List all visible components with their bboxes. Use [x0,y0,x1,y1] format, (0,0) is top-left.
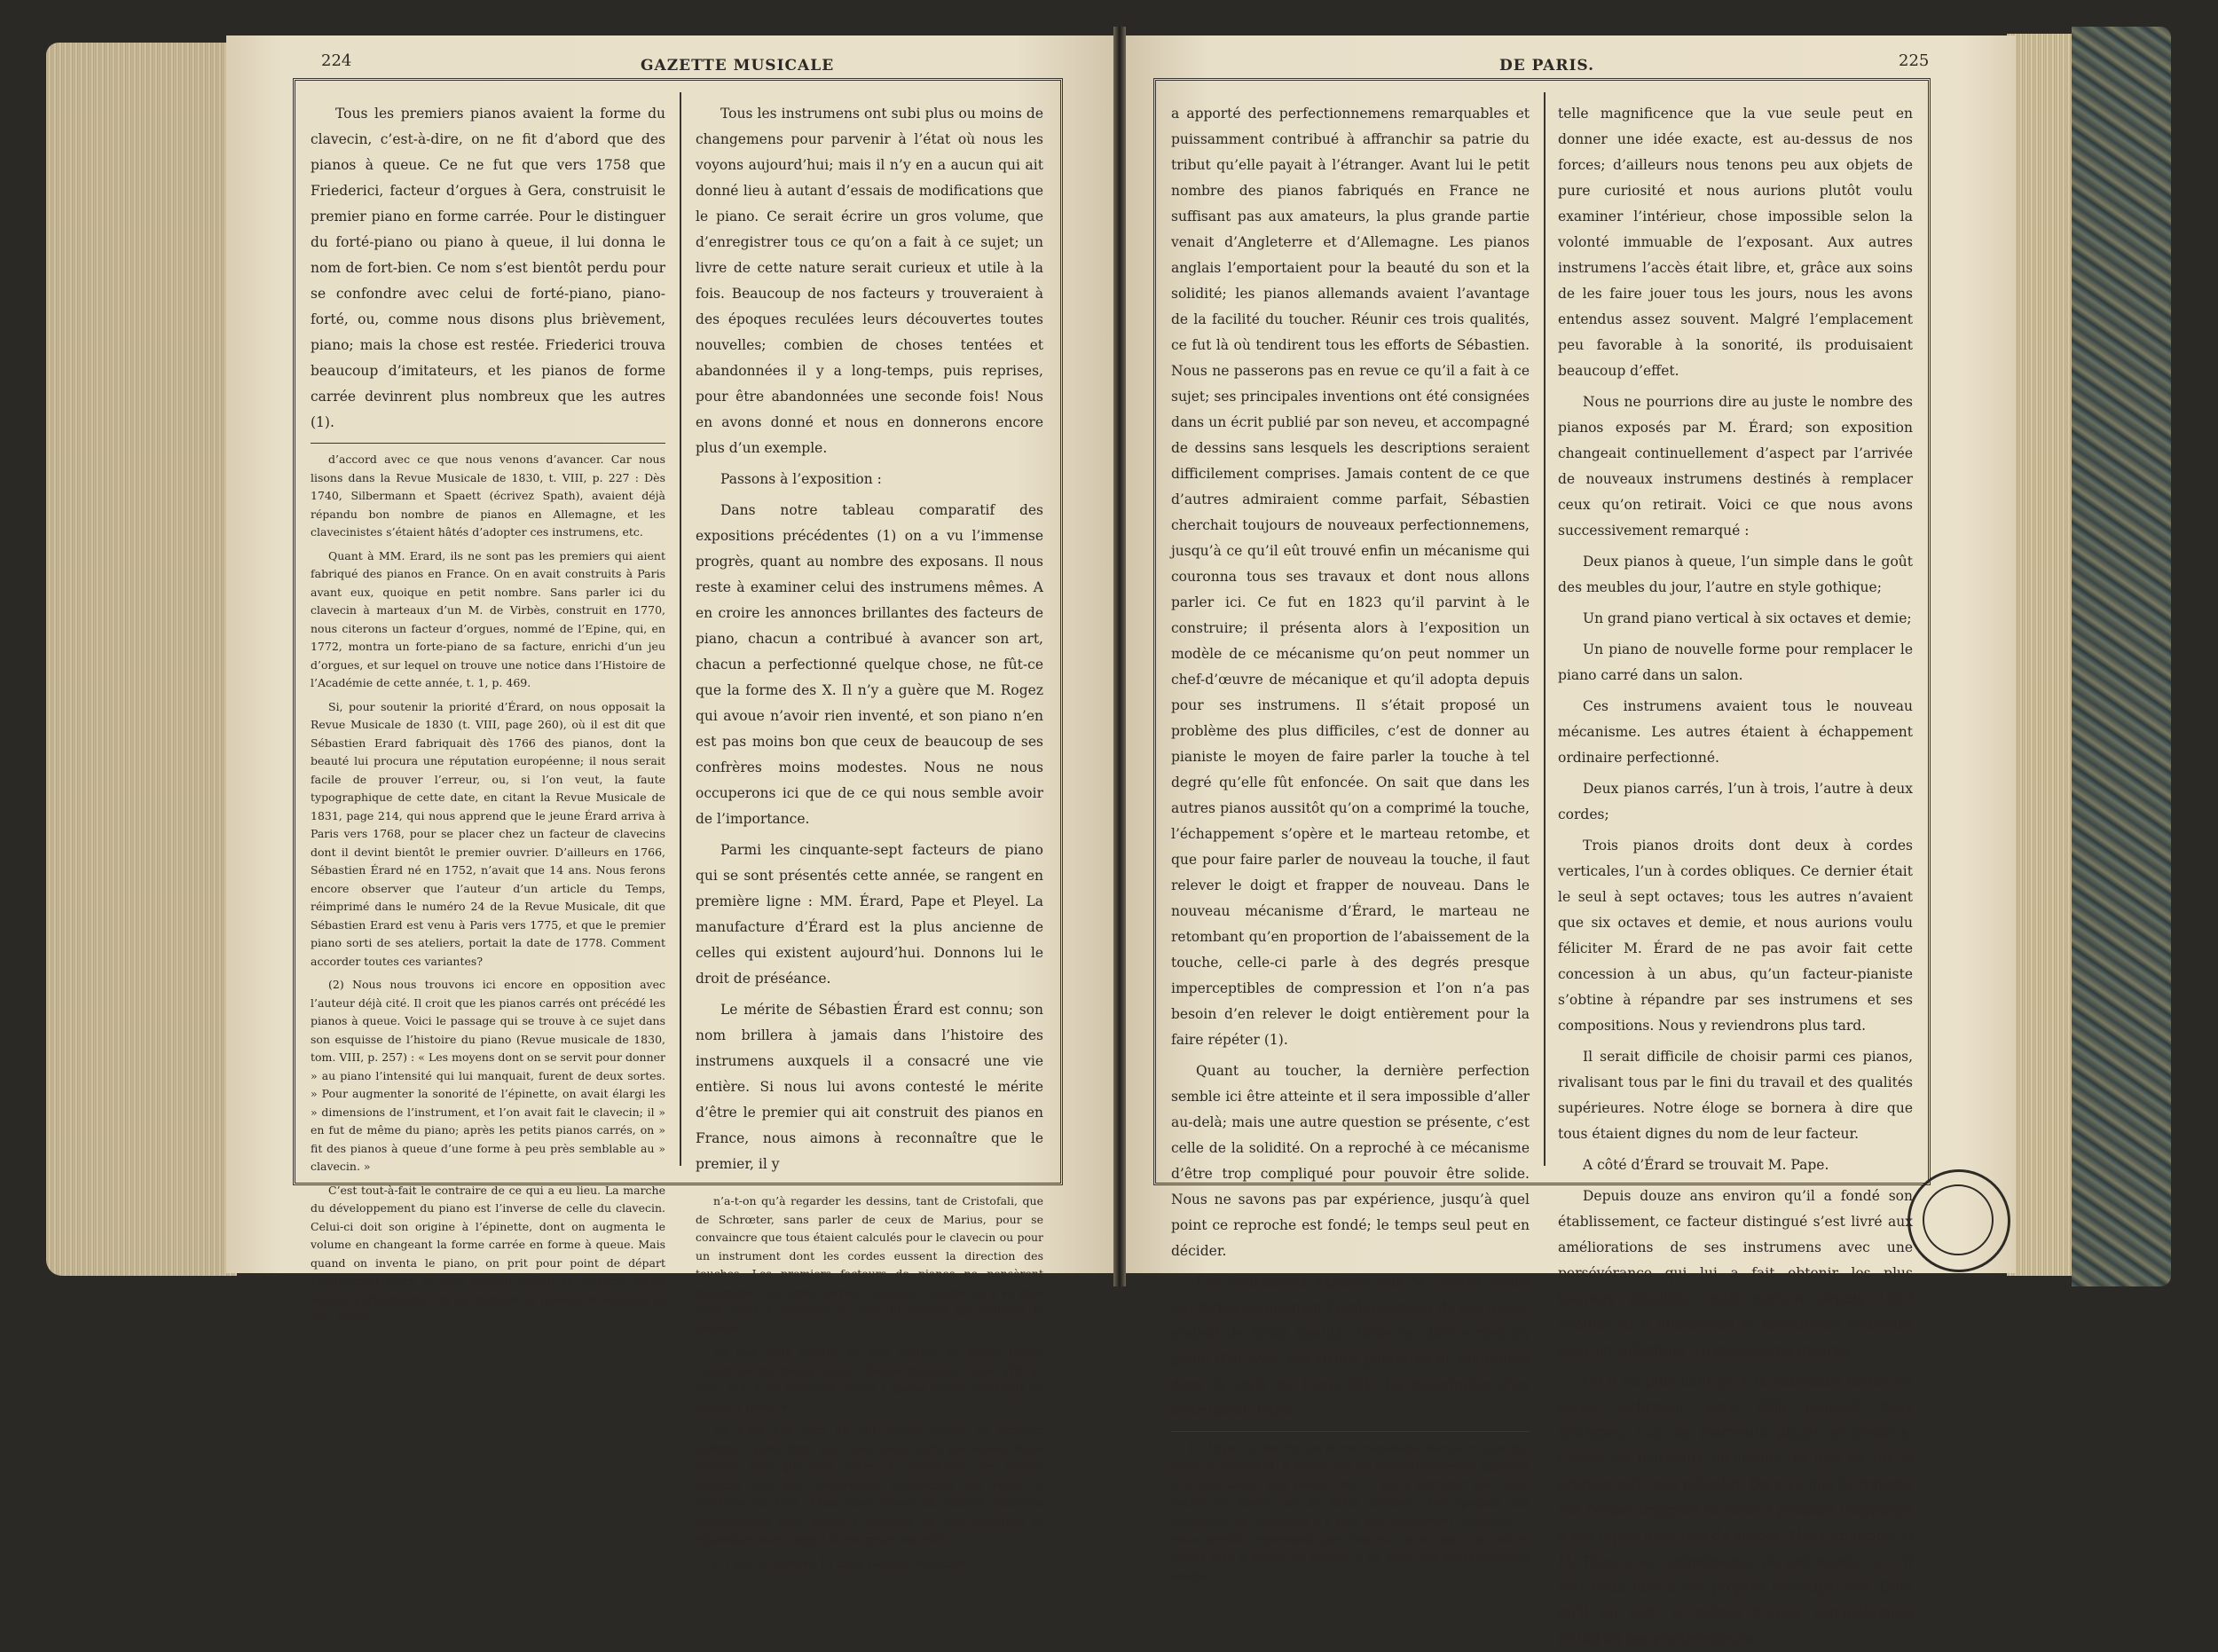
left-page-edges [46,43,237,1276]
paragraph: telle magnificence que la vue seule peut en donner une idée exacte, est au-dessus de nos forces; d’ailleurs nous tenons peu aux objets de pure curiosité et nous aurions plutôt voulu examiner l’intérieur, chose impossible selon la volonté immuable de l’exposant. Aux autres instrumens l’accès était libre, et, grâce aux soins de les faire jouer tous les jours, nous les avons entendus assez souvent. Malgré l’emplacement peu favorable à la sonorité, ils produisaient beaucoup d’effet. [1558,106,1913,379]
page-number-right: 225 [1899,51,1930,70]
paragraph: Il serait difficile de choisir parmi ces pianos, rivalisant tous par le fini du travail et des qualités supérieures. Notre éloge se bornera à dire que tous étaient dignes du nom de leur facteur. [1558,1049,1913,1142]
footnote-paragraph: d’accord avec ce que nous venons d’avancer. Car nous lisons dans la Revue Musicale de 1830, t. VIII, p. 227 : Dès 1740, Silbermann et Spaett (écrivez Spath), avaient déjà répandu bon nombre de pianos en Allemagne, et les clavecinistes s’étaient hâtés d’adopter ces instrumens, etc. [311,452,665,539]
paragraph: A côté d’Érard se trouvait M. Pape. [1583,1157,1829,1173]
footnote-paragraph: Quant à MM. Erard, ils ne sont pas les premiers qui aient fabriqué des pianos en France. On en avait construits à Paris avant eux, quoique en petit nombre. Sans parler ici du clavecin à marteaux d’un M. de Virbès, construit en 1770, nous citerons un facteur d’orgues, nommé de l’Epine, qui, en 1772, montra un forte-piano de sa facture, enrichi d’un jeu d’orgues, et sur lequel on trouve une notice dans l’Histoire de l’Académie de cette année, t. 1, p. 469. [311,548,665,689]
marbled-board [2072,27,2171,1286]
paragraph: Dans notre tableau comparatif des expositions précédentes (1) on a vu l’immense progrès, quant au nombre des exposans. Il nous reste à examiner celui des instrumens mêmes. A en croire les annonces brillantes des facteurs de piano, chacun a contribué à avancer son art, chacun a perfectionné quelque chose, ne fût-ce que la forme des X. Il n’y a guère que M. Rogez qui avoue n’avoir rien inventé, et son piano n’en est pas moins bon que ceux de beaucoup de ses confrères moins modestes. Nous ne nous occuperons ici que de ce qui nous semble avoir de l’importance. [696,502,1043,827]
paragraph: a apporté des perfectionnemens remarquables et puissamment contribué à affranchir sa patrie du tribut qu’elle payait à l’étranger. Avant lui le petit nombre des pianos fabriqués en France ne suffisant pas aux amateurs, la plus grande partie venait d’Angleterre et d’Allemagne. Les pianos anglais l’emportaient pour la beauté du son et la solidité; les pianos allemands avaient l’avantage de la facilité du toucher. Réunir ces trois qualités, ce fut là où tendirent tous les efforts de Sébastien. Nous ne passerons pas en revue ce qu’il a fait à ce sujet; ses principales inventions ont été consignées dans un écrit publié par son neveu, et accompagné de dessins sans lesquels les descriptions seraient difficilement comprises. Jamais content de ce que d’autres admiraient comme parfait, Sébastien cherchait toujours de nouveaux perfectionnemens, jusqu’à ce qu’il eût trouvé enfin un mécanisme qui couronna tous ses travaux et dont nous allons parler ici. Ce fut en 1823 qu’il parvint à le construire; il présenta alors à l’exposition un modèle de ce mécanisme qu’on peut nommer un chef-d’œuvre de mécanique et qu’il adopta depuis pour ses instrumens. Il s’était proposé un problème des plus difficiles, c’est de donner au pianiste le moyen de faire parler la touche à tel degré qu’elle fût enfoncée. On sait que dans les autres pianos aussitôt qu’on a comprimé la touche, l’échappement s’opère et le marteau retombe, et que pour faire parler de nouveau la touche, il faut relever le doigt et frapper de nouveau. Dans le nouveau mécanisme d’Érard, le marteau ne retombant qu’en proportion de l’abaissement de la touche, celle-ci parle à des degrés presque imperceptibles de compression et l’on n’a pas besoin d’en relever le doigt entièrement pour la faire répéter (1). [1171,106,1530,1048]
paragraph: Deux pianos à queue, l’un simple dans le goût des meubles du jour, l’autre en style gothique; [1558,554,1913,595]
paragraph: Le mérite de Sébastien Érard est connu; son nom brillera à jamais dans l’histoire des instrumens auxquels il a consacré une vie entière. Si nous lui avons contesté le mérite d’être le premier qui ait construit des pianos en France, nous aimons à reconnaître que le premier, il y [696,1002,1043,1172]
footnote-paragraph: Ce que nous venons de dire rectifie en même temps l’assertion du même auteur (Revue musicale. Tom. VIII, p. 258), que « les premiers pianos à queue furent construits en Angle- » terre. » [696,1345,1043,1413]
paragraph: On a vu plus haut qu’à la naissance même du piano, Schrœter avait déjà proposé deux systèmes, l’un de marteaux placés en-dessous, l’autre de marteaux en-dessus, et que ce fut le premier qui, seul prévalut. On a vu que le système des cordes frappées en-dessus pendant longtemps a été repris avec peu de succès. Nous ignorons, si M. Pape a eu connaissance de ces essais, ou s’il doit cette idée à ses propres investigations. Quoi qu’il en soit, le mérite d’avoir complétement réussi où ses prédécesseurs [1558,1373,1913,1647]
paragraph: Un piano de nouvelle forme pour remplacer le piano carré dans un salon. [1558,641,1913,683]
paragraph: Quant au toucher, la dernière perfection semble ici être atteinte et il sera impossible d’aller au-delà; mais une autre question se présente, c’est celle de la solidité. On a reproché à ce mécanisme d’être trop compliqué pour pouvoir être solide. Nous ne savons pas par expérience, jusqu’à quel point ce reproche est fondé; le temps seul peut en décider. [1171,1063,1530,1259]
column-divider-left [680,92,681,1166]
paragraph: Trois pianos droits dont deux à cordes verticales, l’un à cordes obliques. Ce dernier était le seul à sept octaves; tous les autres n’avaient que six octaves et demie, et nous aurions voulu féliciter M. Érard de ne pas avoir fait cette concession à un abus, qu’un facteur-pianiste s’obtine à répandre par ses instrumens et ses compositions. Nous y reviendrons plus tard. [1558,838,1913,1034]
running-head-right: DE PARIS. [1499,57,1595,75]
right-page-column-1 [1171,101,1530,1582]
footnote-paragraph: n’a-t-on qu’à regarder les dessins, tant de Cristofali, que de Schrœter, sans parler de ceux de Marius, pour se convaincre que tous étaient calculés pour le clavecin ou pour un instrument dont les cordes eussent la direction des touches. Les premiers facteurs de pianos ne pensèrent nullement à la forme carrée. L’histoire, comme on a vu plus haut, nous a conservé le nom du facteur qui l’adopta le premier. [696,1194,1043,1335]
paragraph: Passons à l’exposition : [720,471,882,487]
footnote-paragraph: (1) Voyez la description de ce mécanisme dans la notice que vient de publier M. P. Erard, sur les perfectionnemens apportés à la fabrication des pianos, etc. Il est à regretter que cette notice ne donne pas de dates précises. Les époques des inventions de Sébastien n’y sont que vaguement indiquées. Il nous semble cependant que l’auteur, plus que tout autre, devait être à même de fournir à ce sujet des renseignemens exacts. [1171,1441,1530,1582]
footnote-paragraph: Ce n’est pas dans un but hostile contre un écrivain célèbre à juste titre, que nous avons écrit ces lignes. Nous aimons, plus que tout autre, à reconnaître les grands services que ses nombreuses recherches ont rendu à l’histoire de l’art. Mais nous avons dû relever quelques inexactitudes qu’il serait à craindre de voir adoptées et répandues sous l’appui d’une grave autorité. [696,1423,1043,1546]
paragraph: Depuis douze ans environ qu’il a fondé son établissement, ce facteur distingué s’est livré aux améliorations de ses instrumens avec une persévérance qui lui a fait obtenir les plus heureux résultats, mais surtout depuis 1827 époque où il abandonna le mécanisme ordinaire pour lui substituer un mécanisme inverse. [1558,1188,1913,1358]
library-stamp [1907,1169,2010,1272]
left-page-column-1 [311,101,665,1324]
paragraph: Ces instrumens avaient tous le nouveau mécanisme. Les autres étaient à échappement ordinaire perfectionné. [1558,698,1913,766]
column-divider-right [1544,92,1546,1166]
book-gutter [1113,27,1126,1286]
left-page-column-2 [696,101,1043,1569]
paragraph: Les instrumens exposés par M. Pierre Érard qui dirige maintenant l’établissement de son oncle, étaient de toute beauté. Nous ne dirons rien du piano d’or avec ses riches peintures et sculptures dans le style de Louis XIV. La description d’un instrument d’une [1171,1274,1530,1419]
footnote-paragraph: (1) Voir le numéro 19 de la Gazette Musicale. [713,1555,969,1569]
paragraph: Deux pianos carrés, l’un à trois, l’autre à deux cordes; [1558,781,1913,822]
running-head-left: GAZETTE MUSICALE [641,57,835,75]
footnote-paragraph: (2) Nous nous trouvons ici encore en opposition avec l’auteur déjà cité. Il croit que les pianos carrés ont précédé les pianos à queue. Voici le passage qui se trouve à ce sujet dans son esquisse de l’histoire du piano (Revue musicale de 1830, tom. VIII, p. 257) : « Les moyens dont on se servit pour donner » au piano l’intensité qui lui manquait, furent de deux sortes. » Pour augmenter la sonorité de l’épinette, on avait élargi les » dimensions de l’instrument, et l’on avait fait le clavecin; il » en fut de même du piano; après les petits pianos carrés, on » fit des pianos à queue d’une forme à peu près semblable au » clavecin. » [311,978,665,1173]
footnote-paragraph: Si, pour soutenir la priorité d’Érard, on nous opposait la Revue Musicale de 1830 (t. VIII, page 260), où il est dit que Sébastien Erard fabriquait dès 1766 des pianos, dont la beauté lui procura une réputation européenne; il nous serait facile de prouver l’erreur, ou, si l’on veut, la faute typographique de cette date, en citant la Revue Musicale de 1831, page 214, qui nous apprend que le jeune Érard arriva à Paris vers 1768, pour se placer chez un facteur de clavecins dont il devint bientôt le premier ouvrier. D’ailleurs en 1766, Sébastien Érard né en 1752, n’avait que 14 ans. Nous ferons encore observer que l’auteur d’un article du Temps, réimprimé dans le numéro 24 de la Revue Musicale, dit que Sébastien Erard est venu à Paris vers 1775, et que le premier piano sorti de ses ateliers, portait la date de 1778. Comment accorder toutes ces variantes? [311,699,665,968]
paragraph: Parmi les cinquante-sept facteurs de piano qui se sont présentés cette année, se rangent en première ligne : MM. Érard, Pape et Pleyel. La manufacture d’Érard est la plus ancienne de celles qui existent aujourd’hui. Donnons lui le droit de préséance. [696,842,1043,987]
footnote-paragraph: C’est tout-à-fait le contraire de ce qui a eu lieu. La marche du développement du piano est l’inverse de celle du clavecin. Celui-ci doit son origine à l’épinette, dont on augmenta le volume en changeant la forme carrée en forme à queue. Mais quand on inventa le piano, on prit pour point de départ l’instrument alors le plus parfait; c’était le clavecin qu’on voulait perfectionner en lui donnant la qualité de nuancer le son. Aussi [311,1183,665,1324]
paragraph: Tous les premiers pianos avaient la forme du clavecin, c’est-à-dire, on ne fit d’abord que des pianos à queue. Ce ne fut que vers 1758 que Friederici, facteur d’orgues à Gera, construisit le premier piano en forme carrée. Pour le distinguer du forté-piano ou piano à queue, il lui donna le nom de fort-bien. Ce nom s’est bientôt perdu pour se confondre avec celui de forté-piano, piano-forté, ou, comme nous disons plus brièvement, piano; mais la chose est restée. Friederici trouva beaucoup d’imitateurs, et les pianos de forme carrée devinrent plus nombreux que les autres (1). [311,106,665,430]
paragraph: Nous ne pourrions dire au juste le nombre des pianos exposés par M. Érard; son exposition changeait continuellement d’aspect par l’arrivée de nouveaux instrumens destinés à remplacer ceux qu’on retirait. Voici ce que nous avons successivement remarqué : [1558,394,1913,539]
page-number-left: 224 [321,51,352,70]
paragraph: Un grand piano vertical à six octaves et demie; [1583,610,1912,626]
right-page-column-2 [1558,101,1913,1647]
paragraph: Tous les instrumens ont subi plus ou moins de changemens pour parvenir à l’état où nous les voyons aujourd’hui; mais il n’y en a aucun qui ait donné lieu à autant d’essais de modifications que le piano. Ce serait écrire un gros volume, que d’enregistrer tous ce qu’on a fait à ce sujet; un livre de cette nature serait curieux et utile à la fois. Beaucoup de nos facteurs y trouveraient à des époques reculées leurs découvertes toutes nouvelles; combien de choses tentées et abandonnées il y a long-temps, puis reprises, pour être abandonnées une seconde fois! Nous en avons donné et nous en donnerons encore plus d’un exemple. [696,106,1043,456]
